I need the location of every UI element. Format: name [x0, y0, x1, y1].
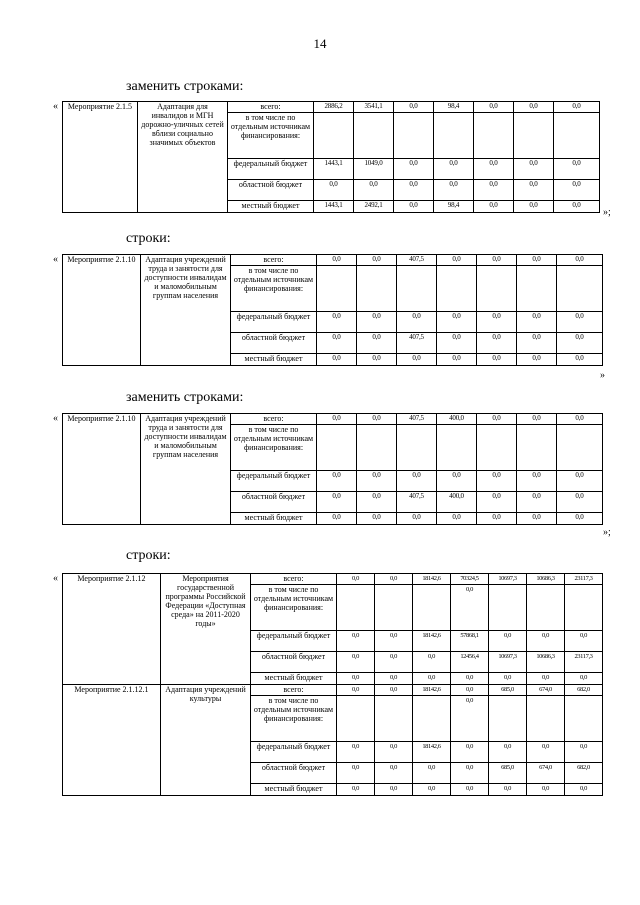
table-row — [63, 414, 603, 425]
value-cell — [337, 585, 375, 631]
value-cell: 0,0 — [357, 513, 397, 525]
value-cell: 0,0 — [477, 354, 517, 366]
heading-replace-2: заменить строками: — [126, 390, 244, 405]
value-cell: 0,0 — [451, 673, 489, 685]
value-cell: 0,0 — [557, 354, 603, 366]
value-cell: 0,0 — [565, 784, 603, 796]
value-cell — [477, 425, 517, 471]
value-cell: 682,0 — [565, 763, 603, 784]
value-cell: 407,5 — [397, 333, 437, 354]
value-cell: 0,0 — [397, 513, 437, 525]
value-cell: 0,0 — [437, 513, 477, 525]
close-quote: »; — [603, 527, 611, 538]
funding-source-label: федеральный бюджет — [251, 631, 337, 652]
value-cell — [413, 696, 451, 742]
value-cell: 0,0 — [317, 333, 357, 354]
value-cell: 1443,1 — [314, 201, 354, 213]
funding-source-label: всего: — [231, 255, 317, 266]
value-cell: 70324,5 — [451, 574, 489, 585]
funding-source-label: в том числе по отдельным источникам финансирования: — [231, 266, 317, 312]
value-cell: 1049,0 — [354, 159, 394, 180]
open-quote: « — [53, 413, 58, 424]
value-cell: 0,0 — [337, 673, 375, 685]
value-cell: 0,0 — [477, 492, 517, 513]
open-quote: « — [53, 254, 58, 265]
value-cell: 0,0 — [337, 742, 375, 763]
measure-name: Мероприятие 2.1.10 — [63, 414, 141, 525]
value-cell: 18142,6 — [413, 742, 451, 763]
value-cell — [434, 113, 474, 159]
funding-source-label: в том числе по отдельным источникам финансирования: — [228, 113, 314, 159]
value-cell: 0,0 — [375, 784, 413, 796]
value-cell — [527, 696, 565, 742]
value-cell: 0,0 — [397, 471, 437, 492]
value-cell: 0,0 — [337, 574, 375, 585]
value-cell — [413, 585, 451, 631]
heading-rows-2: строки: — [126, 548, 171, 563]
value-cell: 12456,4 — [451, 652, 489, 673]
value-cell: 0,0 — [437, 354, 477, 366]
value-cell: 685,0 — [489, 763, 527, 784]
value-cell: 682,0 — [565, 685, 603, 696]
value-cell: 407,5 — [397, 414, 437, 425]
funding-source-label: местный бюджет — [231, 354, 317, 366]
value-cell: 0,0 — [557, 333, 603, 354]
value-cell: 0,0 — [317, 255, 357, 266]
value-cell: 0,0 — [357, 255, 397, 266]
value-cell: 0,0 — [357, 354, 397, 366]
funding-source-label: местный бюджет — [231, 513, 317, 525]
value-cell: 0,0 — [337, 763, 375, 784]
value-cell: 0,0 — [489, 784, 527, 796]
funding-source-label: областной бюджет — [228, 180, 314, 201]
open-quote: « — [53, 573, 58, 584]
measure-name: Мероприятие 2.1.12 — [63, 574, 161, 685]
value-cell: 0,0 — [317, 513, 357, 525]
value-cell — [477, 266, 517, 312]
value-cell: 0,0 — [451, 585, 489, 631]
value-cell: 0,0 — [517, 312, 557, 333]
value-cell: 0,0 — [437, 255, 477, 266]
value-cell: 0,0 — [554, 102, 600, 113]
value-cell — [527, 585, 565, 631]
value-cell: 0,0 — [375, 631, 413, 652]
value-cell — [554, 113, 600, 159]
value-cell — [517, 266, 557, 312]
value-cell: 0,0 — [489, 673, 527, 685]
value-cell: 0,0 — [517, 255, 557, 266]
value-cell: 0,0 — [375, 673, 413, 685]
value-cell: 23117,3 — [565, 574, 603, 585]
value-cell: 0,0 — [317, 414, 357, 425]
value-cell: 10686,3 — [527, 652, 565, 673]
value-cell: 3541,1 — [354, 102, 394, 113]
close-quote: » — [600, 370, 605, 381]
value-cell: 0,0 — [413, 673, 451, 685]
value-cell: 0,0 — [489, 742, 527, 763]
value-cell — [317, 266, 357, 312]
value-cell: 0,0 — [517, 414, 557, 425]
measure-name: Мероприятие 2.1.12.1 — [63, 685, 161, 796]
value-cell: 0,0 — [527, 631, 565, 652]
value-cell: 0,0 — [337, 631, 375, 652]
value-cell: 0,0 — [354, 180, 394, 201]
value-cell: 0,0 — [337, 652, 375, 673]
funding-source-label: федеральный бюджет — [228, 159, 314, 180]
value-cell: 0,0 — [477, 255, 517, 266]
value-cell: 0,0 — [474, 201, 514, 213]
value-cell: 0,0 — [437, 333, 477, 354]
table-measure-2-1-10-new — [62, 413, 603, 525]
value-cell: 0,0 — [527, 673, 565, 685]
measure-name: Мероприятие 2.1.10 — [63, 255, 141, 366]
value-cell: 0,0 — [434, 159, 474, 180]
value-cell: 0,0 — [557, 471, 603, 492]
measure-name: Мероприятие 2.1.5 — [63, 102, 138, 213]
value-cell — [437, 266, 477, 312]
value-cell: 0,0 — [397, 354, 437, 366]
value-cell: 0,0 — [413, 652, 451, 673]
funding-source-label: в том числе по отдельным источникам финансирования: — [251, 696, 337, 742]
value-cell: 98,4 — [434, 201, 474, 213]
open-quote: « — [53, 101, 58, 112]
value-cell: 0,0 — [317, 312, 357, 333]
value-cell: 23117,3 — [565, 652, 603, 673]
value-cell — [517, 425, 557, 471]
funding-source-label: федеральный бюджет — [231, 312, 317, 333]
value-cell: 407,5 — [397, 492, 437, 513]
measure-description: Мероприятия государственной программы Российской Федерации «Доступная среда» на 2011-2020 годы» — [161, 574, 251, 685]
value-cell: 0,0 — [317, 471, 357, 492]
value-cell — [357, 425, 397, 471]
value-cell: 400,0 — [437, 414, 477, 425]
value-cell: 0,0 — [554, 201, 600, 213]
funding-source-label: местный бюджет — [251, 673, 337, 685]
value-cell: 0,0 — [375, 685, 413, 696]
value-cell: 0,0 — [394, 180, 434, 201]
value-cell: 0,0 — [375, 742, 413, 763]
value-cell: 0,0 — [565, 673, 603, 685]
value-cell: 0,0 — [474, 159, 514, 180]
value-cell — [565, 696, 603, 742]
value-cell — [489, 585, 527, 631]
value-cell — [557, 425, 603, 471]
value-cell — [397, 425, 437, 471]
funding-source-label: всего: — [231, 414, 317, 425]
value-cell: 407,5 — [397, 255, 437, 266]
value-cell: 0,0 — [314, 180, 354, 201]
value-cell: 0,0 — [474, 180, 514, 201]
value-cell: 674,0 — [527, 763, 565, 784]
value-cell — [474, 113, 514, 159]
value-cell — [314, 113, 354, 159]
funding-source-label: областной бюджет — [251, 652, 337, 673]
value-cell: 0,0 — [477, 471, 517, 492]
value-cell: 0,0 — [357, 312, 397, 333]
table-row — [63, 255, 603, 266]
value-cell: 2492,1 — [354, 201, 394, 213]
value-cell: 0,0 — [517, 333, 557, 354]
value-cell: 0,0 — [565, 742, 603, 763]
value-cell: 10686,3 — [527, 574, 565, 585]
value-cell: 0,0 — [375, 574, 413, 585]
value-cell: 18142,6 — [413, 631, 451, 652]
value-cell: 0,0 — [477, 333, 517, 354]
value-cell: 0,0 — [337, 685, 375, 696]
value-cell: 0,0 — [451, 784, 489, 796]
value-cell: 10697,3 — [489, 574, 527, 585]
value-cell — [394, 113, 434, 159]
value-cell: 0,0 — [565, 631, 603, 652]
value-cell — [354, 113, 394, 159]
value-cell: 0,0 — [527, 742, 565, 763]
value-cell: 0,0 — [554, 180, 600, 201]
value-cell: 0,0 — [554, 159, 600, 180]
value-cell: 0,0 — [394, 201, 434, 213]
value-cell — [357, 266, 397, 312]
value-cell: 0,0 — [375, 763, 413, 784]
table-row — [63, 574, 603, 585]
measure-description: Адаптация учреждений труда и занятости для доступности инвалидам и маломобильным группам населения — [141, 255, 231, 366]
measure-description: Адаптация учреждений культуры — [161, 685, 251, 796]
funding-source-label: местный бюджет — [228, 201, 314, 213]
value-cell — [317, 425, 357, 471]
value-cell: 1443,1 — [314, 159, 354, 180]
table-row — [63, 685, 603, 696]
value-cell: 0,0 — [437, 312, 477, 333]
heading-replace-1: заменить строками: — [126, 79, 244, 94]
value-cell: 674,0 — [527, 685, 565, 696]
value-cell: 0,0 — [517, 471, 557, 492]
value-cell: 0,0 — [557, 414, 603, 425]
value-cell: 685,0 — [489, 685, 527, 696]
funding-source-label: областной бюджет — [251, 763, 337, 784]
value-cell: 0,0 — [557, 312, 603, 333]
table-measure-2-1-5 — [62, 101, 600, 213]
table-measure-2-1-12 — [62, 573, 603, 796]
value-cell: 0,0 — [413, 784, 451, 796]
funding-source-label: в том числе по отдельным источникам финансирования: — [251, 585, 337, 631]
measure-description: Адаптация для инвалидов и МГН дорожно-уличных сетей вблизи социально значимых объектов — [138, 102, 228, 213]
page-number: 14 — [313, 36, 327, 51]
value-cell: 0,0 — [317, 492, 357, 513]
table-row — [63, 102, 600, 113]
funding-source-label: местный бюджет — [251, 784, 337, 796]
value-cell: 0,0 — [317, 354, 357, 366]
value-cell: 0,0 — [451, 696, 489, 742]
value-cell: 0,0 — [357, 492, 397, 513]
value-cell: 57868,1 — [451, 631, 489, 652]
value-cell: 0,0 — [357, 333, 397, 354]
value-cell: 0,0 — [514, 180, 554, 201]
value-cell — [375, 585, 413, 631]
value-cell: 0,0 — [489, 631, 527, 652]
funding-source-label: всего: — [251, 685, 337, 696]
value-cell: 18142,6 — [413, 685, 451, 696]
value-cell: 0,0 — [517, 513, 557, 525]
value-cell: 0,0 — [557, 513, 603, 525]
value-cell: 0,0 — [451, 763, 489, 784]
value-cell: 0,0 — [527, 784, 565, 796]
close-quote: »; — [603, 207, 611, 218]
value-cell: 0,0 — [337, 784, 375, 796]
value-cell: 98,4 — [434, 102, 474, 113]
value-cell: 0,0 — [514, 159, 554, 180]
value-cell — [557, 266, 603, 312]
value-cell: 0,0 — [557, 255, 603, 266]
value-cell: 0,0 — [514, 201, 554, 213]
value-cell — [437, 425, 477, 471]
value-cell: 0,0 — [437, 471, 477, 492]
value-cell: 0,0 — [451, 742, 489, 763]
value-cell — [565, 585, 603, 631]
funding-source-label: федеральный бюджет — [231, 471, 317, 492]
value-cell: 0,0 — [357, 414, 397, 425]
value-cell: 10697,3 — [489, 652, 527, 673]
value-cell: 0,0 — [394, 102, 434, 113]
value-cell — [489, 696, 527, 742]
funding-source-label: всего: — [251, 574, 337, 585]
value-cell: 0,0 — [517, 492, 557, 513]
value-cell — [397, 266, 437, 312]
value-cell: 0,0 — [451, 685, 489, 696]
value-cell: 0,0 — [557, 492, 603, 513]
value-cell: 0,0 — [434, 180, 474, 201]
value-cell: 2886,2 — [314, 102, 354, 113]
value-cell: 0,0 — [514, 102, 554, 113]
value-cell — [337, 696, 375, 742]
value-cell: 0,0 — [517, 354, 557, 366]
funding-source-label: областной бюджет — [231, 333, 317, 354]
value-cell: 18142,6 — [413, 574, 451, 585]
measure-description: Адаптация учреждений труда и занятости для доступности инвалидам и маломобильным группам населения — [141, 414, 231, 525]
value-cell: 0,0 — [394, 159, 434, 180]
funding-source-label: областной бюджет — [231, 492, 317, 513]
value-cell: 0,0 — [477, 414, 517, 425]
value-cell: 0,0 — [477, 312, 517, 333]
funding-source-label: федеральный бюджет — [251, 742, 337, 763]
value-cell: 0,0 — [474, 102, 514, 113]
value-cell — [514, 113, 554, 159]
value-cell: 0,0 — [375, 652, 413, 673]
value-cell: 0,0 — [477, 513, 517, 525]
value-cell: 0,0 — [397, 312, 437, 333]
funding-source-label: всего: — [228, 102, 314, 113]
value-cell: 0,0 — [413, 763, 451, 784]
value-cell: 400,0 — [437, 492, 477, 513]
funding-source-label: в том числе по отдельным источникам финансирования: — [231, 425, 317, 471]
value-cell: 0,0 — [357, 471, 397, 492]
table-measure-2-1-10-old — [62, 254, 603, 366]
heading-rows-1: строки: — [126, 231, 171, 246]
value-cell — [375, 696, 413, 742]
